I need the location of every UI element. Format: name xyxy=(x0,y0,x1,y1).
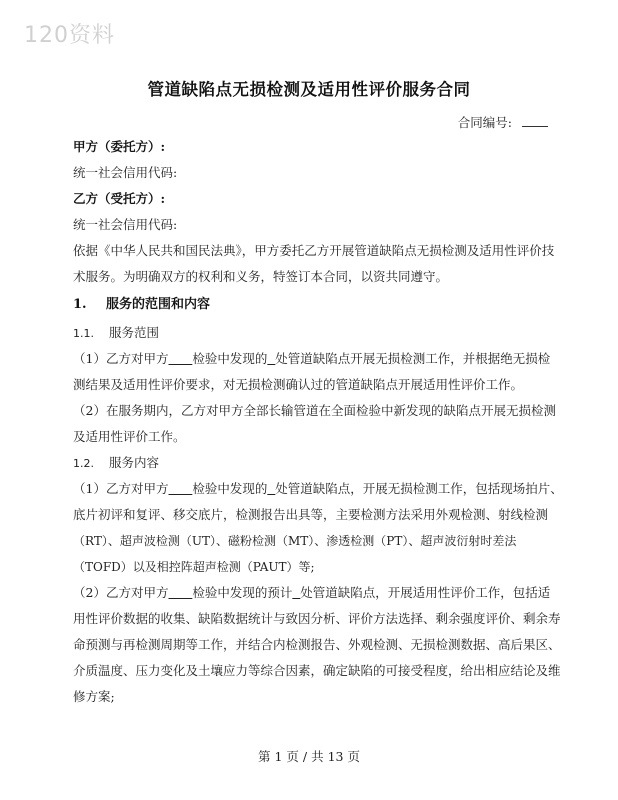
subsection-heading xyxy=(73,320,559,346)
party-b-credit-code: 统一社会信用代码: xyxy=(73,217,178,232)
paragraph-line: （2）乙方对甲方 检验中发现的预计 处管道缺陷点，开展适用性评价工作，包括适 xyxy=(73,585,551,600)
document-title: 管道缺陷点无损检测及适用性评价服务合同 xyxy=(147,80,471,99)
subsection-heading xyxy=(73,450,559,476)
fill-blank xyxy=(168,585,192,600)
party-b-label: 乙方（受托方）: xyxy=(73,191,166,206)
contract-number-blank xyxy=(522,114,548,127)
contract-body xyxy=(73,134,563,710)
watermark: 120资料 xyxy=(24,23,115,48)
paragraph-line: （TOFD）以及相控阵超声检测（PAUT）等; xyxy=(73,560,315,574)
page-footer: 第 1 页 / 共 13 页 xyxy=(258,749,360,764)
fill-blank xyxy=(168,351,192,366)
paragraph-line: 命预测与再检测周期等工作，并结合内检测报告、外观检测、无损检测数据、高后果区、 xyxy=(73,637,561,652)
preamble-line: 依据《中华人民共和国民法典》，甲方委托乙方开展管道缺陷点无损检测及适用性评价技 xyxy=(73,243,555,258)
party-a-credit-code: 统一社会信用代码: xyxy=(73,165,178,180)
section-number: 1. xyxy=(73,297,87,312)
paragraph-line: （RT）、超声波检测（UT）、磁粉检测（MT）、渗透检测（PT）、超声波衍射时差法 xyxy=(73,534,517,548)
contract-number-label: 合同编号: xyxy=(457,115,512,130)
paragraph-line: （1）乙方对甲方 检验中发现的 处管道缺陷点开展无损检测工作，并根据绝无损检 xyxy=(73,351,551,366)
paragraph-line: 用性评价数据的收集、缺陷数据统计与致因分析、评价方法选择、剩余强度评价、剩余寿 xyxy=(73,611,561,626)
paragraph-line: （1）乙方对甲方 检验中发现的 处管道缺陷点，开展无损检测工作，包括现场拍片、 xyxy=(73,481,563,496)
paragraph-line: （2）在服务期内，乙方对甲方全部长输管道在全面检验中新发现的缺陷点开展无损检测 xyxy=(73,403,556,418)
contract-number xyxy=(458,113,548,131)
subsection-title: 服务范围 xyxy=(109,325,160,340)
fill-blank xyxy=(168,481,192,496)
paragraph-line: 及适用性评价工作。 xyxy=(73,429,186,444)
preamble-line: 术服务。为明确双方的权利和义务，特签订本合同，以资共同遵守。 xyxy=(73,269,449,284)
section-heading xyxy=(73,290,559,320)
section-title: 服务的范围和内容 xyxy=(106,297,211,312)
subsection-title: 服务内容 xyxy=(109,455,160,470)
subsection-number: 1.2. xyxy=(73,457,94,470)
paragraph-line: 底片初评和复评、移交底片，检测报告出具等，主要检测方法采用外观检测、射线检测 xyxy=(73,507,549,522)
paragraph-line: 修方案; xyxy=(73,689,115,704)
paragraph-line: 介质温度、压力变化及土壤应力等综合因素，确定缺陷的可接受程度，给出相应结论及维 xyxy=(73,663,561,678)
subsection-number: 1.1. xyxy=(73,327,94,340)
paragraph-line: 测结果及适用性评价要求，对无损检测确认过的管道缺陷点开展适用性评价工作。 xyxy=(73,377,524,392)
party-a-label: 甲方（委托方）: xyxy=(73,139,166,154)
